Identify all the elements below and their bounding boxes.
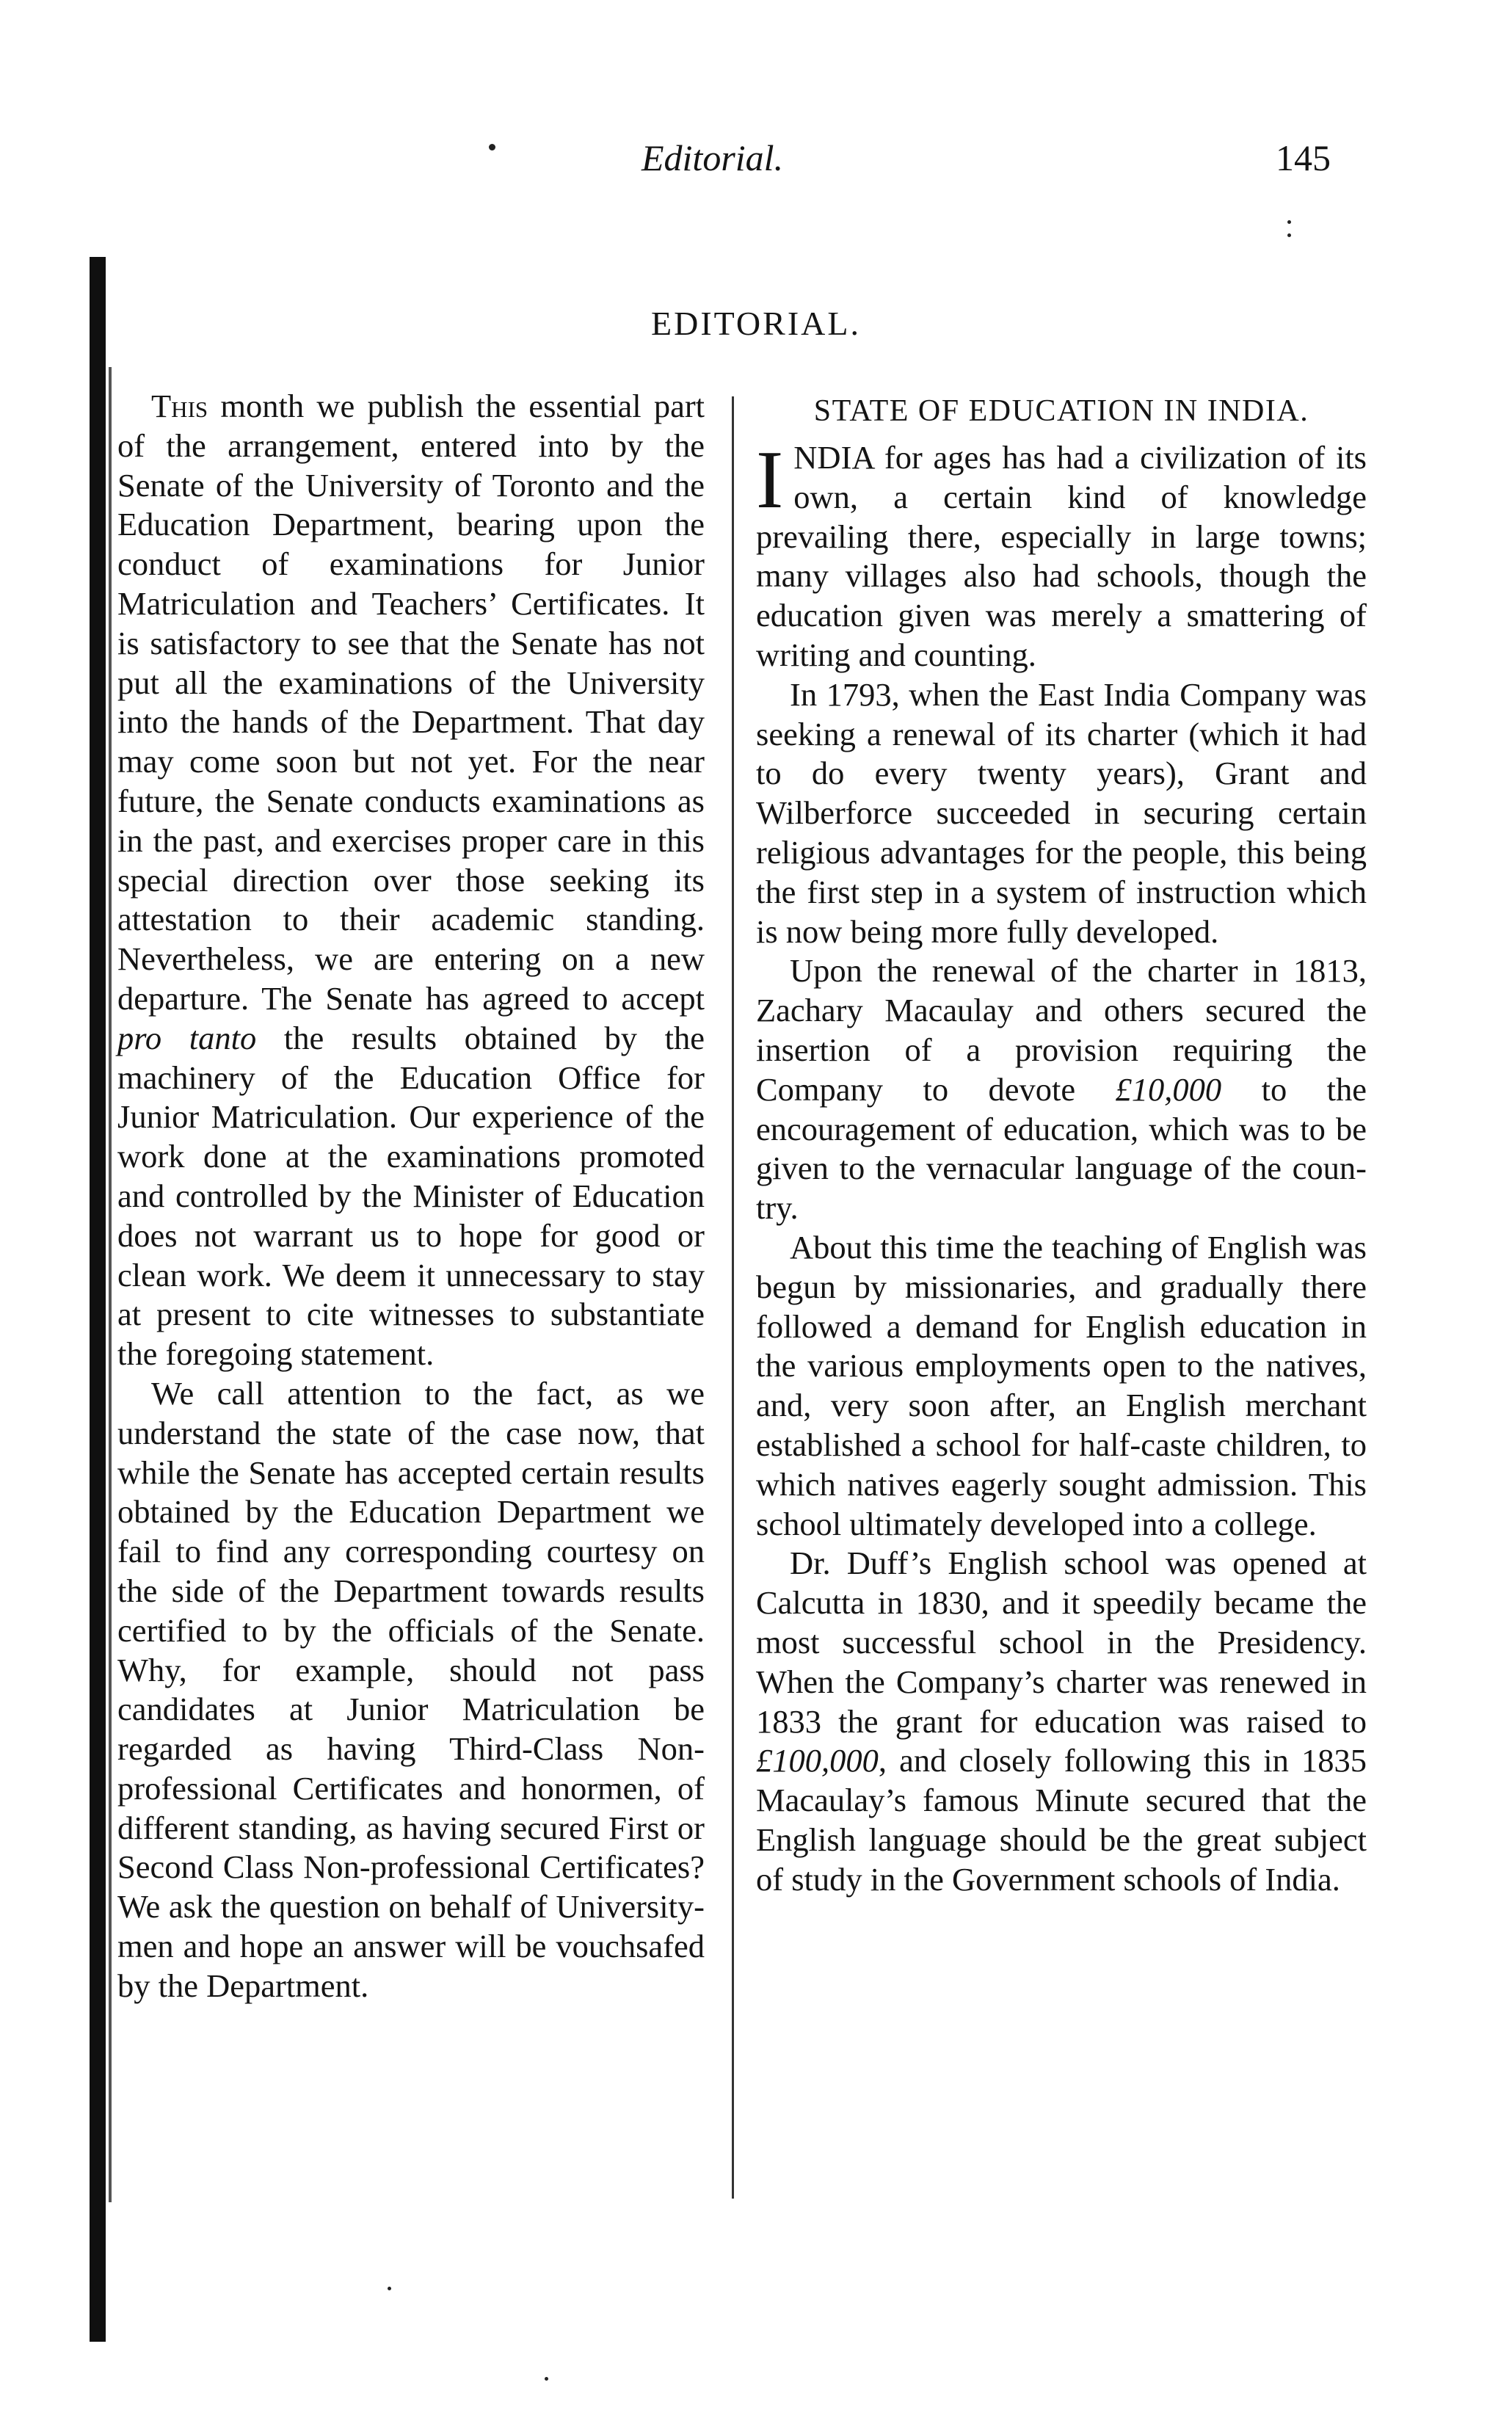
ink-dot bbox=[545, 2377, 548, 2381]
india-paragraph-5 bbox=[756, 1544, 1367, 1899]
paragraph-text: month we publish the essential part of the arrangement, entered into by the Senate of the University of Toronto and the Education Department, bearing upon the conduct of examinations for Junior Matriculation and Teachers’ Certificates. It is satisfactory to see that the Senate has not put all the examinations of the University into the hands of the Department. That day may come soon but not yet. For the near future, the Senate conducts examinations as in the past, and exercises proper care in this special direction over those seeking its attestation to their academic standing. Nevertheless, we are entering on a new departure. The Senate has agreed to accept bbox=[117, 388, 705, 1017]
paragraph-text-end: to the encouragement of education, which was to be given to the vernacular language of the country. bbox=[756, 1070, 1367, 1227]
ink-dot bbox=[1287, 233, 1291, 237]
column-divider bbox=[732, 396, 734, 2199]
lead-word: This bbox=[151, 388, 208, 424]
binding-shadow-line bbox=[109, 367, 112, 2202]
money-amount: £100,000 bbox=[756, 1742, 879, 1779]
paragraph-text: for ages has had a civilization of its own, a certain kind of knowledge prevailing there, especially in large towns; many villages also had schools, though the education given was merely a smattering of writing and counting. bbox=[756, 439, 1367, 673]
ink-dot bbox=[489, 144, 495, 150]
page-number: 145 bbox=[1276, 137, 1331, 178]
binding-shadow bbox=[90, 257, 106, 2342]
right-column bbox=[756, 391, 1367, 1899]
india-paragraph-2: In 1793, when the East India Company was seeking a renewal of its charter (which it had to do every twenty years), Grant and Wilberforce succeeded in securing certain religious advantages for the people, this being the first step in a system of instruction which is now being more fully developed. bbox=[756, 675, 1367, 950]
india-paragraph-3 bbox=[756, 951, 1367, 1228]
latin-phrase: pro tanto bbox=[117, 1019, 257, 1056]
ink-dot bbox=[388, 2287, 391, 2290]
paragraph-text-end: , and closely following this in 1835 Macaulay’s famous Minute secured that the English language should be the great subject of study in the Government schools of India. bbox=[756, 1742, 1367, 1898]
money-amount: £10,000 bbox=[1115, 1070, 1222, 1108]
section-heading: STATE OF EDUCATION IN INDIA. bbox=[813, 394, 1309, 428]
editorial-paragraph-1 bbox=[117, 387, 705, 1374]
india-paragraph-4: About this time the teaching of English was begun by missionaries, and gradually there followed a demand for English education in the various employments open to the natives, and, very soon after, an English merchant established a school for half-caste children, to which natives eagerly sought admission. This school ultimately developed into a college. bbox=[756, 1228, 1367, 1542]
running-title: Editorial. bbox=[641, 137, 784, 178]
ink-dot bbox=[1287, 220, 1291, 224]
first-word-rest: NDIA bbox=[793, 439, 874, 476]
page-title: EDITORIAL. bbox=[651, 305, 861, 342]
drop-cap: I bbox=[756, 435, 784, 526]
paragraph-text: Dr. Duff’s English school was opened at Calcutta in 1830, and it speedily became the most successful school in the Presidency. When the Company’s charter was renewed in 1833 the grant for education was raised to bbox=[756, 1545, 1367, 1740]
paragraph-text-end: the results obtained by the machinery of the Education Office for Junior Matriculation. Our experience of the work done at the examinations promoted and controlled by the Minister of Education does not warrant us to hope for good or clean work. We deem it unnecessary to stay at present to cite witnesses to substantiate the foregoing statement. bbox=[117, 1019, 705, 1373]
editorial-paragraph-2: We call attention to the fact, as we understand the state of the case now, that while the Senate has accepted certain results obtained by the Education Department we fail to find any corresponding courtesy on the side of the Department towards results certified to by the officials of the Senate. Why, for example, should not pass candidates at Junior Matriculation be regarded as having Third-Class Non-professional Certificates and honormen, of different standing, as having secured First or Second Class Non-professional Certificates? We ask the question on behalf of University-men and hope an answer will be vouchsafed by the Department. bbox=[117, 1374, 705, 2004]
paragraph-text: Upon the renewal of the charter in 1813, Zachary Macaulay and others secured the insertion of a provision requiring the Company to devote bbox=[756, 952, 1367, 1108]
left-column bbox=[117, 387, 705, 2006]
india-paragraph-1 bbox=[756, 435, 1367, 675]
running-head bbox=[0, 131, 1512, 189]
